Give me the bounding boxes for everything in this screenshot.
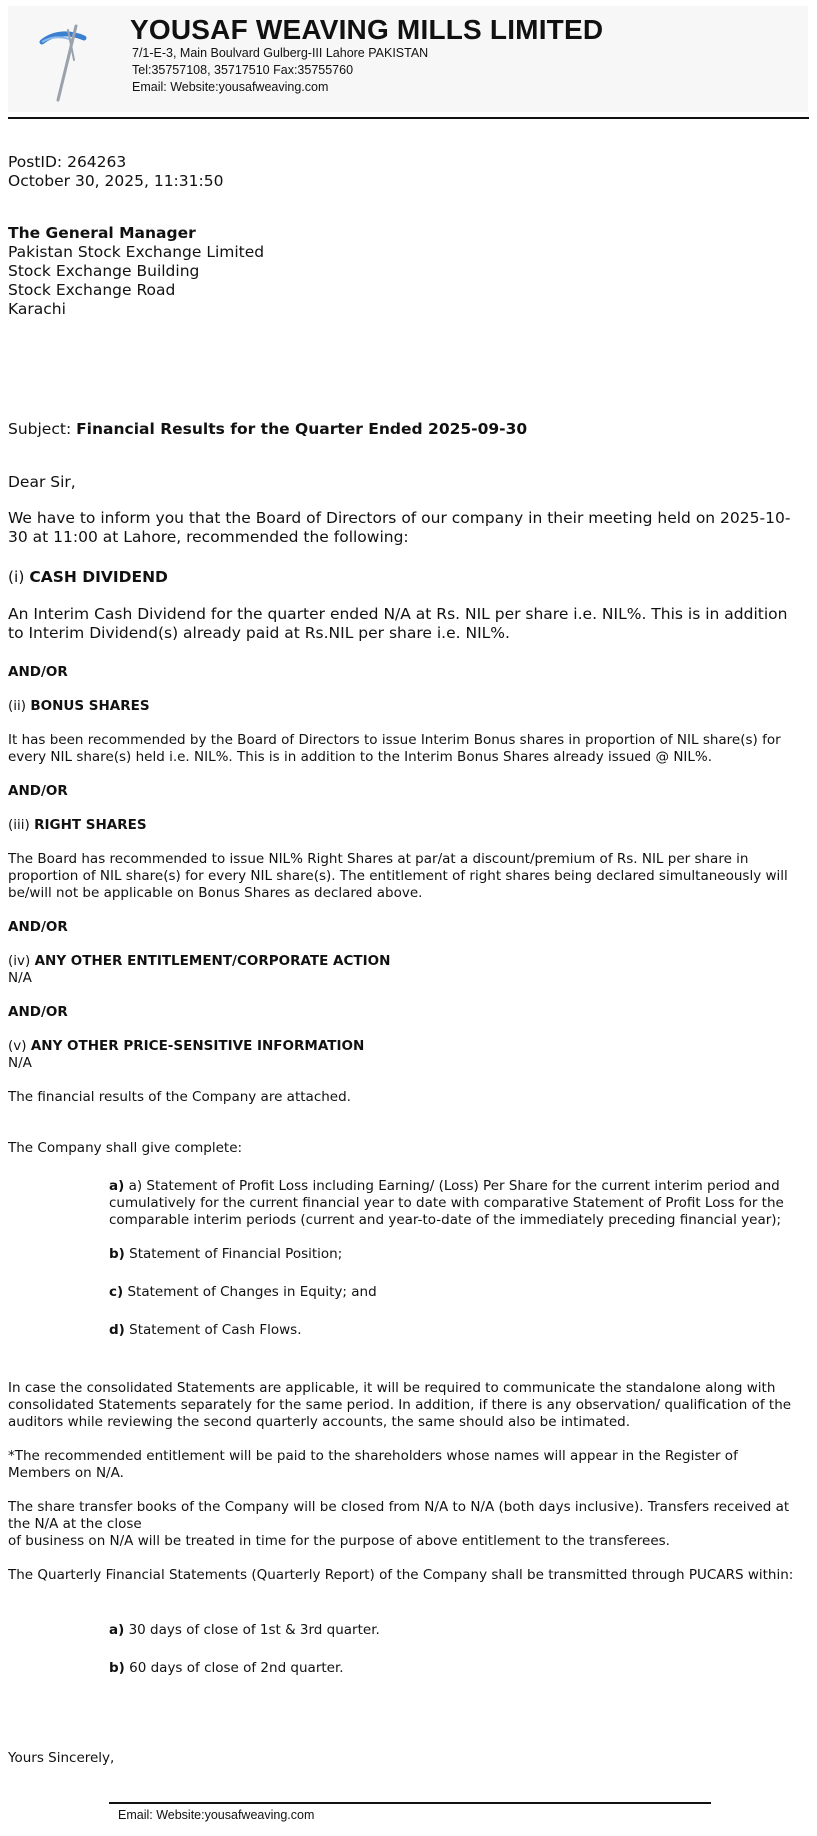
subject: [8, 420, 527, 439]
consolidated-paragraph: In case the consolidated Statements are applicable, it will be required to communicate the standalone along with consolidated Statements separately for the same period. In addition, if there is any observation/ qualification of the auditors while reviewing the second quarterly accounts, the same should also be intimated.: [8, 1380, 792, 1430]
and-or-separator: AND/OR: [8, 919, 68, 935]
intro-paragraph: We have to inform you that the Board of Directors of our company in their meeting held on 2025-10-30 at 11:00 at Lahore, recommended the following:: [8, 509, 791, 546]
header-rule: [8, 117, 809, 119]
other-entitlement-text: N/A: [8, 970, 32, 986]
statement-item: [109, 1246, 789, 1263]
and-or-separator: AND/OR: [8, 1004, 68, 1020]
deadline-item: [109, 1622, 789, 1639]
recipient-title: The General Manager: [8, 224, 196, 242]
give-complete: The Company shall give complete:: [8, 1140, 243, 1156]
price-sensitive-heading: [8, 1038, 364, 1055]
results-attached: The financial results of the Company are attached.: [8, 1089, 351, 1105]
statement-item: [109, 1178, 789, 1229]
bonus-shares-text: It has been recommended by the Board of Directors to issue Interim Bonus shares in proportion of NIL share(s) for every NIL share(s) held i.e. NIL%. This is in addition to the Interim Bonus Shares already issued @ NIL%.: [8, 732, 781, 765]
item-text: 60 days of close of 2nd quarter.: [124, 1660, 344, 1676]
other-entitlement-heading: [8, 953, 390, 970]
right-shares-heading: [8, 817, 147, 834]
recipient-line: Stock Exchange Building: [8, 262, 200, 280]
company-logo-icon: [28, 20, 100, 106]
item-text: Statement of Changes in Equity; and: [123, 1284, 377, 1300]
books-closure-line: of business on N/A will be treated in time for the purpose of above entitlement to the transferees.: [8, 1533, 670, 1549]
right-shares-text: The Board has recommended to issue NIL% Right Shares at par/at a discount/premium of Rs. NIL per share in proportion of NIL share(s) for every NIL share(s). The entitlement of right shares being declared simultaneously will be/will not be applicable on Bonus Shares as declared above.: [8, 851, 788, 901]
section-title: ANY OTHER ENTITLEMENT/CORPORATE ACTION: [34, 953, 391, 969]
section-number: (ii): [8, 698, 31, 714]
company-phone: Tel:35757108, 35717510 Fax:35755760: [132, 63, 354, 77]
item-marker: c): [109, 1284, 124, 1300]
section-number: (v): [8, 1038, 31, 1054]
closing: Yours Sincerely,: [8, 1750, 115, 1766]
item-text: 30 days of close of 1st & 3rd quarter.: [124, 1622, 380, 1638]
item-text: Statement of Cash Flows.: [124, 1322, 302, 1338]
company-address: 7/1-E-3, Main Boulvard Gulberg-III Lahore PAKISTAN: [132, 46, 429, 60]
entitlement-note: *The recommended entitlement will be paid to the shareholders whose names will appear in the Register of Members on N/A.: [8, 1448, 738, 1481]
letterhead: [8, 6, 808, 112]
books-closure-line: The share transfer books of the Company will be closed from N/A to N/A (both days inclusive). Transfers received at the N/A at the close: [8, 1499, 790, 1532]
salutation: Dear Sir,: [8, 473, 76, 491]
price-sensitive-text: N/A: [8, 1055, 32, 1071]
section-title: RIGHT SHARES: [34, 817, 147, 833]
item-marker: a): [109, 1622, 125, 1638]
statement-item: [109, 1322, 789, 1339]
item-marker: a): [109, 1178, 125, 1194]
bonus-shares-heading: [8, 698, 150, 715]
section-number: (iv): [8, 953, 35, 969]
item-marker: b): [109, 1660, 125, 1676]
post-id: PostID: 264263: [8, 153, 127, 171]
footer-rule: [109, 1802, 711, 1804]
recipient-line: Karachi: [8, 300, 66, 318]
item-text: Statement of Financial Position;: [124, 1246, 343, 1262]
cash-dividend-text: An Interim Cash Dividend for the quarter ended N/A at Rs. NIL per share i.e. NIL%. This is in addition to Interim Dividend(s) already paid at Rs.NIL per share i.e. NIL%.: [8, 605, 788, 642]
and-or-separator: AND/OR: [8, 664, 68, 680]
cash-dividend-heading: [8, 568, 168, 587]
section-title: BONUS SHARES: [30, 698, 150, 714]
subject-label: Subject:: [8, 420, 77, 438]
company-name: YOUSAF WEAVING MILLS LIMITED: [130, 14, 604, 45]
recipient-line: Pakistan Stock Exchange Limited: [8, 243, 265, 261]
company-email: Email: Website:yousafweaving.com: [132, 80, 329, 94]
statement-item: [109, 1284, 789, 1301]
post-datetime: October 30, 2025, 11:31:50: [8, 172, 224, 190]
recipient-line: Stock Exchange Road: [8, 281, 176, 299]
section-number: (i): [8, 568, 30, 586]
item-marker: b): [109, 1246, 125, 1262]
deadline-item: [109, 1660, 789, 1677]
section-title: CASH DIVIDEND: [29, 568, 168, 586]
item-text: a) Statement of Profit Loss including Earning/ (Loss) Per Share for the current interim period and cumulatively for the current financial year to date with comparative Statement of Profit Loss for the comparable interim periods (current and year-to-date of the immediately preceding financial year);: [109, 1178, 784, 1228]
section-number: (iii): [8, 817, 35, 833]
and-or-separator: AND/OR: [8, 783, 68, 799]
section-title: ANY OTHER PRICE-SENSITIVE INFORMATION: [30, 1038, 365, 1054]
footer-email: Email: Website:yousafweaving.com: [118, 1808, 315, 1822]
subject-text: Financial Results for the Quarter Ended 2025-09-30: [76, 420, 528, 438]
pucars-paragraph: The Quarterly Financial Statements (Quarterly Report) of the Company shall be transmitted through PUCARS within:: [8, 1567, 794, 1583]
item-marker: d): [109, 1322, 125, 1338]
